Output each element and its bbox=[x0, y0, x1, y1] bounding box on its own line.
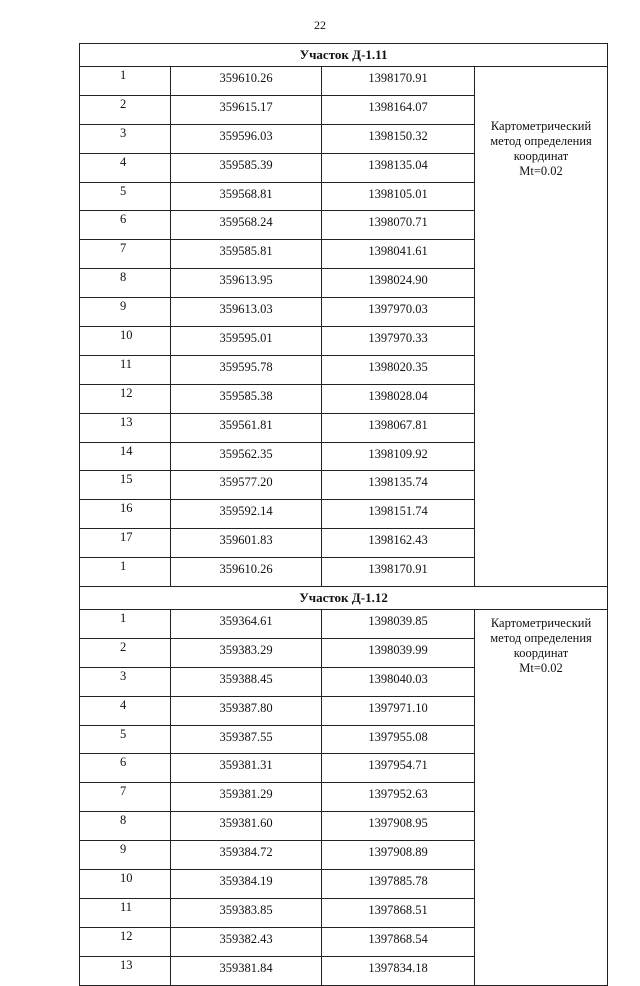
point-number: 12 bbox=[80, 927, 171, 956]
point-number: 7 bbox=[80, 240, 171, 269]
point-number: 13 bbox=[80, 956, 171, 985]
y-coordinate: 1398041.61 bbox=[322, 240, 475, 269]
y-coordinate: 1398162.43 bbox=[322, 529, 475, 558]
y-coordinate: 1397834.18 bbox=[322, 956, 475, 985]
method-description bbox=[475, 67, 608, 587]
y-coordinate: 1398109.92 bbox=[322, 442, 475, 471]
x-coordinate: 359388.45 bbox=[171, 667, 322, 696]
method-line: координат bbox=[513, 646, 569, 661]
point-number: 9 bbox=[80, 841, 171, 870]
point-number: 15 bbox=[80, 471, 171, 500]
y-coordinate: 1397908.89 bbox=[322, 841, 475, 870]
point-number: 11 bbox=[80, 355, 171, 384]
x-coordinate: 359384.72 bbox=[171, 841, 322, 870]
x-coordinate: 359592.14 bbox=[171, 500, 322, 529]
point-number: 11 bbox=[80, 898, 171, 927]
method-line: Картометрический bbox=[490, 616, 592, 631]
x-coordinate: 359596.03 bbox=[171, 124, 322, 153]
x-coordinate: 359585.39 bbox=[171, 153, 322, 182]
y-coordinate: 1397970.33 bbox=[322, 327, 475, 356]
point-number: 3 bbox=[80, 124, 171, 153]
point-number: 16 bbox=[80, 500, 171, 529]
y-coordinate: 1398164.07 bbox=[322, 95, 475, 124]
point-number: 3 bbox=[80, 667, 171, 696]
section-title: Участок Д-1.12 bbox=[80, 587, 608, 610]
point-number: 6 bbox=[80, 211, 171, 240]
x-coordinate: 359577.20 bbox=[171, 471, 322, 500]
y-coordinate: 1397970.03 bbox=[322, 298, 475, 327]
point-number: 9 bbox=[80, 298, 171, 327]
point-number: 8 bbox=[80, 269, 171, 298]
y-coordinate: 1397955.08 bbox=[322, 725, 475, 754]
y-coordinate: 1398039.99 bbox=[322, 638, 475, 667]
y-coordinate: 1398151.74 bbox=[322, 500, 475, 529]
point-number: 2 bbox=[80, 95, 171, 124]
y-coordinate: 1397868.51 bbox=[322, 898, 475, 927]
x-coordinate: 359381.84 bbox=[171, 956, 322, 985]
x-coordinate: 359615.17 bbox=[171, 95, 322, 124]
point-number: 14 bbox=[80, 442, 171, 471]
x-coordinate: 359568.24 bbox=[171, 211, 322, 240]
y-coordinate: 1398170.91 bbox=[322, 67, 475, 96]
table-row bbox=[80, 67, 608, 96]
x-coordinate: 359387.55 bbox=[171, 725, 322, 754]
point-number: 5 bbox=[80, 725, 171, 754]
y-coordinate: 1397885.78 bbox=[322, 870, 475, 899]
y-coordinate: 1398170.91 bbox=[322, 558, 475, 587]
x-coordinate: 359585.38 bbox=[171, 384, 322, 413]
method-line: координат bbox=[513, 149, 569, 163]
method-description bbox=[475, 610, 608, 986]
y-coordinate: 1398040.03 bbox=[322, 667, 475, 696]
y-coordinate: 1398039.85 bbox=[322, 610, 475, 639]
point-number: 10 bbox=[80, 327, 171, 356]
x-coordinate: 359387.80 bbox=[171, 696, 322, 725]
x-coordinate: 359364.61 bbox=[171, 610, 322, 639]
y-coordinate: 1398105.01 bbox=[322, 182, 475, 211]
coordinates-table bbox=[79, 43, 608, 986]
y-coordinate: 1397954.71 bbox=[322, 754, 475, 783]
point-number: 7 bbox=[80, 783, 171, 812]
point-number: 1 bbox=[80, 67, 171, 96]
y-coordinate: 1398150.32 bbox=[322, 124, 475, 153]
point-number: 2 bbox=[80, 638, 171, 667]
x-coordinate: 359381.31 bbox=[171, 754, 322, 783]
x-coordinate: 359561.81 bbox=[171, 413, 322, 442]
x-coordinate: 359610.26 bbox=[171, 67, 322, 96]
y-coordinate: 1398135.04 bbox=[322, 153, 475, 182]
x-coordinate: 359601.83 bbox=[171, 529, 322, 558]
point-number: 13 bbox=[80, 413, 171, 442]
page-number: 22 bbox=[314, 18, 326, 32]
y-coordinate: 1398028.04 bbox=[322, 384, 475, 413]
point-number: 4 bbox=[80, 153, 171, 182]
y-coordinate: 1397868.54 bbox=[322, 927, 475, 956]
y-coordinate: 1398024.90 bbox=[322, 269, 475, 298]
x-coordinate: 359383.85 bbox=[171, 898, 322, 927]
method-text bbox=[475, 67, 607, 179]
section-header bbox=[80, 44, 608, 67]
x-coordinate: 359381.29 bbox=[171, 783, 322, 812]
method-line: Mt=0.02 bbox=[519, 164, 563, 178]
x-coordinate: 359381.60 bbox=[171, 812, 322, 841]
point-number: 1 bbox=[80, 610, 171, 639]
method-line: Mt=0.02 bbox=[519, 661, 563, 676]
y-coordinate: 1398070.71 bbox=[322, 211, 475, 240]
x-coordinate: 359382.43 bbox=[171, 927, 322, 956]
coordinates-table-body bbox=[80, 44, 608, 986]
point-number: 12 bbox=[80, 384, 171, 413]
table-row bbox=[80, 610, 608, 639]
y-coordinate: 1397908.95 bbox=[322, 812, 475, 841]
x-coordinate: 359610.26 bbox=[171, 558, 322, 587]
y-coordinate: 1398020.35 bbox=[322, 355, 475, 384]
y-coordinate: 1398067.81 bbox=[322, 413, 475, 442]
y-coordinate: 1398135.74 bbox=[322, 471, 475, 500]
x-coordinate: 359384.19 bbox=[171, 870, 322, 899]
point-number: 1 bbox=[80, 558, 171, 587]
x-coordinate: 359383.29 bbox=[171, 638, 322, 667]
method-text bbox=[475, 610, 607, 676]
method-line: метод определения bbox=[490, 134, 592, 148]
point-number: 5 bbox=[80, 182, 171, 211]
method-line: Картометрический bbox=[490, 119, 592, 133]
point-number: 4 bbox=[80, 696, 171, 725]
x-coordinate: 359595.78 bbox=[171, 355, 322, 384]
x-coordinate: 359562.35 bbox=[171, 442, 322, 471]
x-coordinate: 359613.03 bbox=[171, 298, 322, 327]
point-number: 10 bbox=[80, 870, 171, 899]
point-number: 8 bbox=[80, 812, 171, 841]
y-coordinate: 1397952.63 bbox=[322, 783, 475, 812]
section-title: Участок Д-1.11 bbox=[80, 44, 608, 67]
x-coordinate: 359568.81 bbox=[171, 182, 322, 211]
point-number: 6 bbox=[80, 754, 171, 783]
section-header bbox=[80, 587, 608, 610]
point-number: 17 bbox=[80, 529, 171, 558]
y-coordinate: 1397971.10 bbox=[322, 696, 475, 725]
method-line: метод определения bbox=[490, 631, 592, 646]
x-coordinate: 359585.81 bbox=[171, 240, 322, 269]
x-coordinate: 359595.01 bbox=[171, 327, 322, 356]
x-coordinate: 359613.95 bbox=[171, 269, 322, 298]
